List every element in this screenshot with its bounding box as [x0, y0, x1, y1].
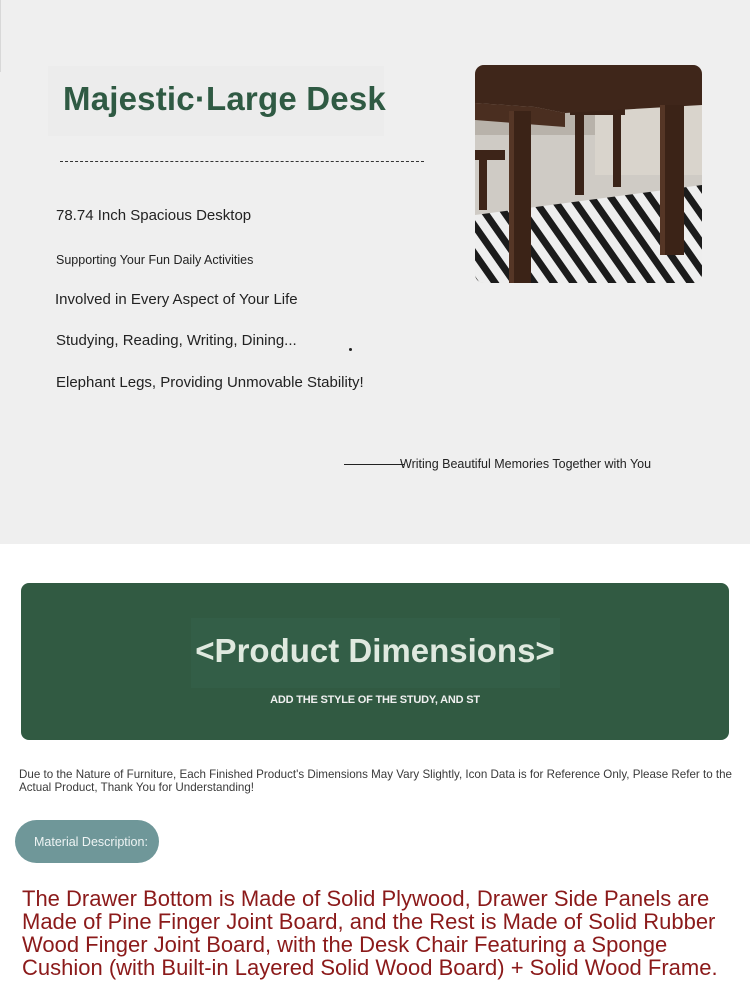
product-title: Majestic·Large Desk [63, 80, 386, 117]
dashed-divider [60, 161, 424, 162]
feature-uses: Studying, Reading, Writing, Dining... [56, 332, 297, 349]
dimensions-title: <Product Dimensions> [195, 632, 555, 669]
decorative-dot [349, 348, 352, 351]
material-label: Material Description: [34, 835, 148, 849]
hero-edge-line [0, 0, 1, 72]
feature-desktop-size: 78.74 Inch Spacious Desktop [56, 207, 252, 224]
dimensions-subtitle: ADD THE STYLE OF THE STUDY, AND ST [270, 694, 480, 706]
desk-photo [475, 65, 702, 283]
feature-every-aspect: Involved in Every Aspect of Your Life [55, 291, 298, 308]
tagline-rule [344, 464, 404, 465]
tagline: Writing Beautiful Memories Together with You [400, 457, 652, 471]
feature-daily-activities: Supporting Your Fun Daily Activities [56, 253, 254, 267]
material-description: The Drawer Bottom is Made of Solid Plywood, Drawer Side Panels are Made of Pine Finger Joint Board, and the Rest is Made of Solid Rubber Wood Finger Joint Board, with the Desk Chair Featuring a Sponge Cushion (with Built-in Layered Solid Wood Board) + Solid Wood Frame. [22, 886, 718, 980]
feature-stability: Elephant Legs, Providing Unmovable Stability! [56, 374, 364, 391]
dimensions-disclaimer: Due to the Nature of Furniture, Each Finished Product's Dimensions May Vary Slightly, Icon Data is for Reference Only, Please Refer to the Actual Product, Thank You for Understanding! [19, 768, 732, 794]
